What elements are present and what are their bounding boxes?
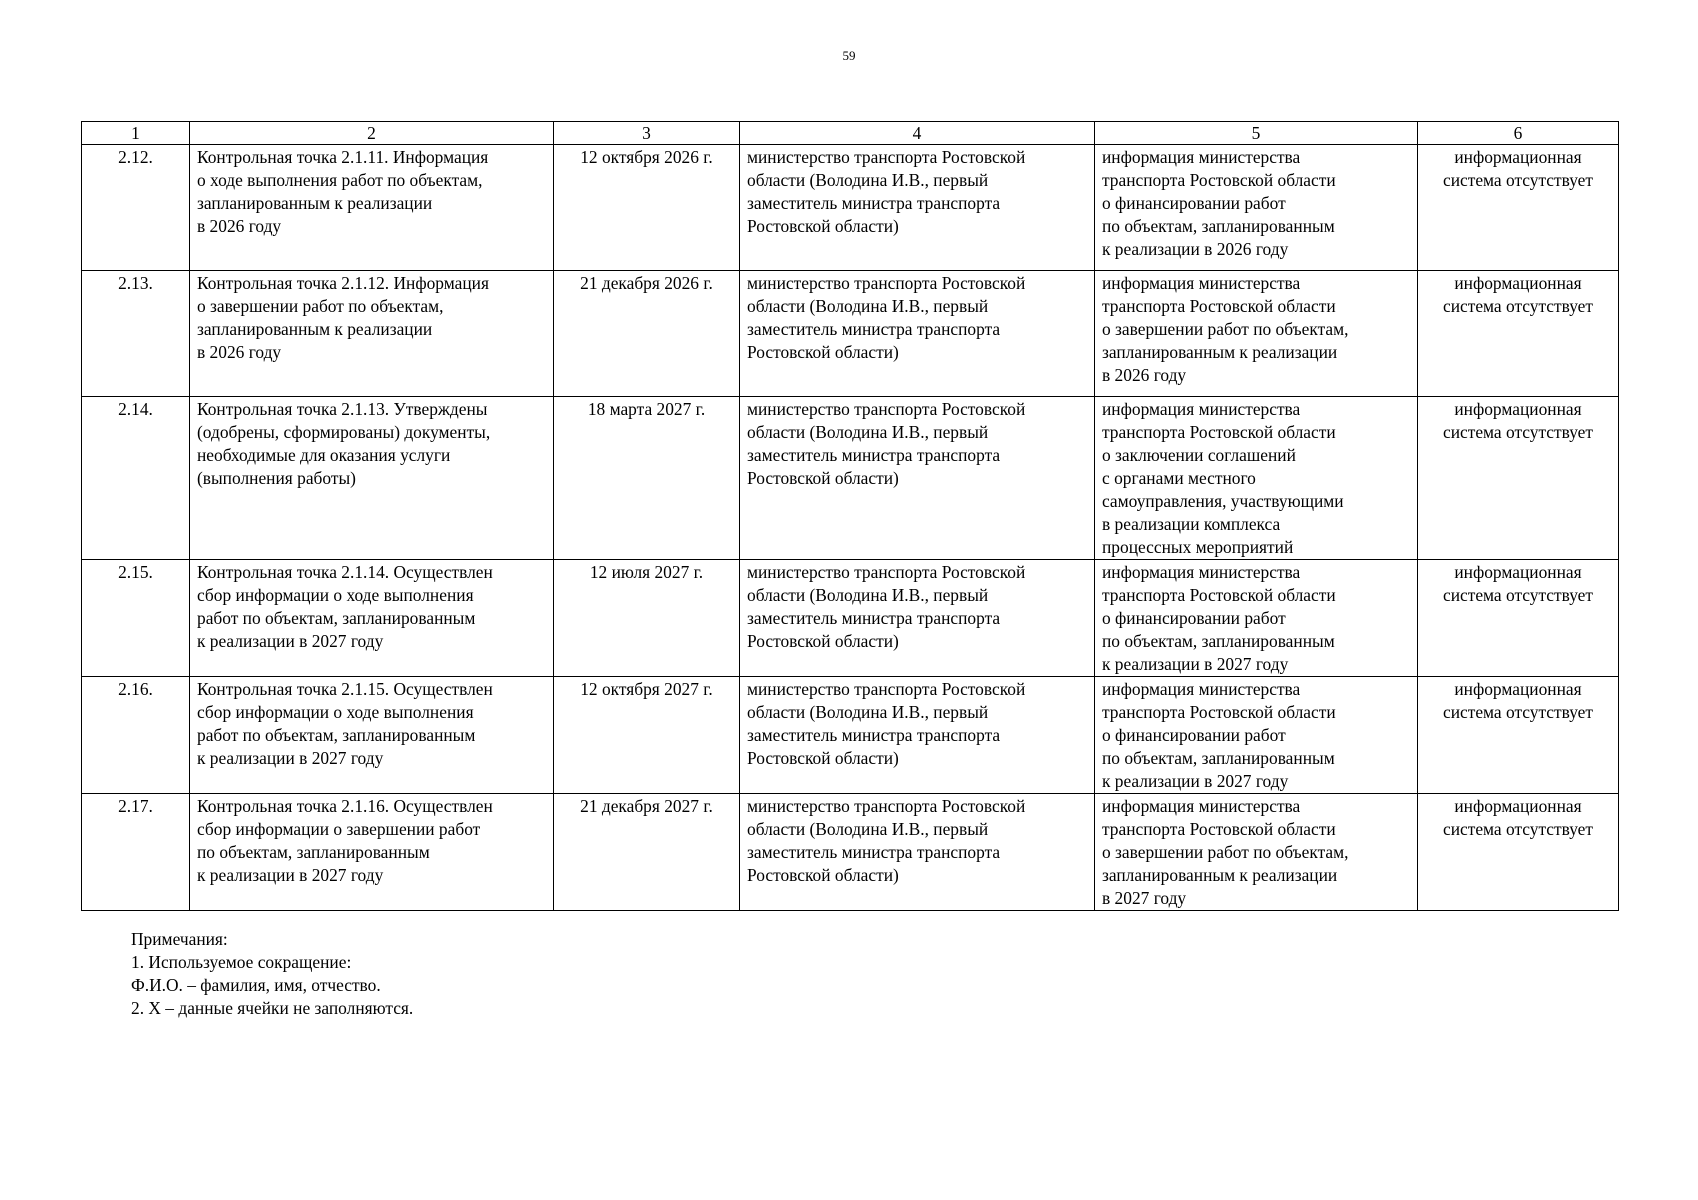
info-system-cell — [1418, 145, 1619, 271]
notes-line: 1. Используемое сокращение: — [131, 952, 352, 972]
responsible-text-line: министерство транспорта Ростовской — [747, 796, 1026, 816]
document-text-line: информация министерства — [1102, 399, 1301, 419]
responsible-cell — [740, 794, 1095, 911]
document-cell — [1095, 145, 1418, 271]
date-cell: 21 декабря 2027 г. — [554, 794, 740, 911]
responsible-text-line: Ростовской области) — [747, 865, 899, 885]
table-body — [82, 145, 1619, 911]
document-text-line: к реализации в 2027 году — [1102, 654, 1289, 674]
info-system-text-line: информационная — [1454, 147, 1582, 167]
control-point-cell — [190, 794, 554, 911]
document-text-line: о финансировании работ — [1102, 608, 1286, 628]
responsible-text-line: министерство транспорта Ростовской — [747, 562, 1026, 582]
responsible-text-line: Ростовской области) — [747, 468, 899, 488]
responsible-text-line: министерство транспорта Ростовской — [747, 399, 1026, 419]
document-text-line: транспорта Ростовской области — [1102, 422, 1336, 442]
responsible-cell — [740, 560, 1095, 677]
row-number-cell: 2.15. — [82, 560, 190, 677]
control-point-text-line: о завершении работ по объектам, — [197, 296, 444, 316]
date-cell: 21 декабря 2026 г. — [554, 271, 740, 397]
control-point-text-line: Контрольная точка 2.1.15. Осуществлен — [197, 679, 493, 699]
document-text-line: о завершении работ по объектам, — [1102, 319, 1349, 339]
info-system-cell — [1418, 271, 1619, 397]
control-point-text-line: работ по объектам, запланированным — [197, 608, 476, 628]
responsible-text-line: области (Володина И.В., первый — [747, 170, 989, 190]
control-point-text-line: в 2026 году — [197, 216, 282, 236]
document-text-line: в реализации комплекса — [1102, 514, 1281, 534]
control-point-cell — [190, 397, 554, 560]
info-system-text-line: система отсутствует — [1442, 819, 1593, 839]
document-text-line: запланированным к реализации — [1102, 865, 1338, 885]
responsible-text-line: министерство транспорта Ростовской — [747, 273, 1026, 293]
control-point-text-line: необходимые для оказания услуги — [197, 445, 451, 465]
control-point-cell — [190, 145, 554, 271]
notes-block — [131, 928, 413, 1020]
responsible-cell — [740, 145, 1095, 271]
document-text-line: к реализации в 2026 году — [1102, 239, 1289, 259]
notes-line: Ф.И.О. – фамилия, имя, отчество. — [131, 975, 381, 995]
control-point-cell — [190, 560, 554, 677]
responsible-text-line: министерство транспорта Ростовской — [747, 679, 1026, 699]
table-header-row — [82, 122, 1619, 145]
responsible-text-line: заместитель министра транспорта — [747, 842, 1001, 862]
document-text-line: запланированным к реализации — [1102, 342, 1338, 362]
row-number-cell: 2.12. — [82, 145, 190, 271]
responsible-text-line: Ростовской области) — [747, 342, 899, 362]
info-system-text-line: система отсутствует — [1442, 422, 1593, 442]
control-point-text-line: к реализации в 2027 году — [197, 865, 384, 885]
document-text-line: к реализации в 2027 году — [1102, 771, 1289, 791]
info-system-cell — [1418, 397, 1619, 560]
control-point-text-line: Контрольная точка 2.1.14. Осуществлен — [197, 562, 493, 582]
document-cell — [1095, 794, 1418, 911]
date-cell: 18 марта 2027 г. — [554, 397, 740, 560]
responsible-text-line: Ростовской области) — [747, 216, 899, 236]
document-text-line: по объектам, запланированным — [1102, 216, 1335, 236]
date-cell: 12 октября 2026 г. — [554, 145, 740, 271]
responsible-text-line: заместитель министра транспорта — [747, 608, 1001, 628]
document-text-line: в 2026 году — [1102, 365, 1187, 385]
column-header-2: 2 — [190, 122, 554, 145]
document-text-line: о заключении соглашений — [1102, 445, 1296, 465]
control-point-text-line: Контрольная точка 2.1.12. Информация — [197, 273, 489, 293]
info-system-cell — [1418, 677, 1619, 794]
info-system-text-line: система отсутствует — [1442, 170, 1593, 190]
column-header-4: 4 — [740, 122, 1095, 145]
notes-line: 2. Х – данные ячейки не заполняются. — [131, 998, 414, 1018]
document-text-line: с органами местного — [1102, 468, 1256, 488]
control-point-text-line: к реализации в 2027 году — [197, 748, 384, 768]
table-row — [82, 145, 1619, 271]
document-cell — [1095, 677, 1418, 794]
document-text-line: транспорта Ростовской области — [1102, 170, 1336, 190]
responsible-cell — [740, 271, 1095, 397]
table-row — [82, 271, 1619, 397]
document-text-line: информация министерства — [1102, 796, 1301, 816]
control-point-text-line: сбор информации о ходе выполнения — [197, 702, 474, 722]
document-text-line: о финансировании работ — [1102, 725, 1286, 745]
responsible-text-line: заместитель министра транспорта — [747, 445, 1001, 465]
document-text-line: транспорта Ростовской области — [1102, 702, 1336, 722]
document-text-line: процессных мероприятий — [1102, 537, 1294, 557]
control-point-text-line: сбор информации о ходе выполнения — [197, 585, 474, 605]
control-point-text-line: работ по объектам, запланированным — [197, 725, 476, 745]
document-text-line: по объектам, запланированным — [1102, 748, 1335, 768]
responsible-text-line: заместитель министра транспорта — [747, 193, 1001, 213]
control-point-text-line: к реализации в 2027 году — [197, 631, 384, 651]
column-header-6: 6 — [1418, 122, 1619, 145]
info-system-text-line: система отсутствует — [1442, 702, 1593, 722]
row-number-cell: 2.13. — [82, 271, 190, 397]
responsible-text-line: министерство транспорта Ростовской — [747, 147, 1026, 167]
document-text-line: о завершении работ по объектам, — [1102, 842, 1349, 862]
document-text-line: информация министерства — [1102, 679, 1301, 699]
info-system-cell — [1418, 560, 1619, 677]
responsible-text-line: области (Володина И.В., первый — [747, 585, 989, 605]
responsible-text-line: Ростовской области) — [747, 748, 899, 768]
info-system-text-line: информационная — [1454, 273, 1582, 293]
info-system-text-line: информационная — [1454, 679, 1582, 699]
document-text-line: информация министерства — [1102, 147, 1301, 167]
row-number-cell: 2.16. — [82, 677, 190, 794]
control-point-text-line: Контрольная точка 2.1.13. Утверждены — [197, 399, 488, 419]
document-text-line: транспорта Ростовской области — [1102, 296, 1336, 316]
document-text-line: транспорта Ростовской области — [1102, 585, 1336, 605]
responsible-text-line: области (Володина И.В., первый — [747, 422, 989, 442]
table-row — [82, 677, 1619, 794]
control-point-cell — [190, 677, 554, 794]
document-text-line: по объектам, запланированным — [1102, 631, 1335, 651]
document-text-line: транспорта Ростовской области — [1102, 819, 1336, 839]
info-system-text-line: система отсутствует — [1442, 296, 1593, 316]
date-cell: 12 октября 2027 г. — [554, 677, 740, 794]
responsible-text-line: области (Володина И.В., первый — [747, 702, 989, 722]
notes-title: Примечания: — [131, 929, 228, 949]
control-point-text-line: Контрольная точка 2.1.16. Осуществлен — [197, 796, 493, 816]
info-system-cell — [1418, 794, 1619, 911]
responsible-text-line: заместитель министра транспорта — [747, 319, 1001, 339]
responsible-cell — [740, 397, 1095, 560]
control-point-text-line: Контрольная точка 2.1.11. Информация — [197, 147, 489, 167]
column-header-5: 5 — [1095, 122, 1418, 145]
document-text-line: в 2027 году — [1102, 888, 1187, 908]
info-system-text-line: информационная — [1454, 796, 1582, 816]
control-point-text-line: сбор информации о завершении работ — [197, 819, 481, 839]
control-point-cell — [190, 271, 554, 397]
document-cell — [1095, 271, 1418, 397]
control-point-text-line: о ходе выполнения работ по объектам, — [197, 170, 483, 190]
page-number: 59 — [842, 48, 856, 63]
info-system-text-line: информационная — [1454, 399, 1582, 419]
document-text-line: о финансировании работ — [1102, 193, 1286, 213]
responsible-text-line: заместитель министра транспорта — [747, 725, 1001, 745]
control-point-text-line: запланированным к реализации — [197, 193, 433, 213]
responsible-cell — [740, 677, 1095, 794]
table-row — [82, 397, 1619, 560]
responsible-text-line: области (Володина И.В., первый — [747, 819, 989, 839]
responsible-text-line: области (Володина И.В., первый — [747, 296, 989, 316]
table-row — [82, 560, 1619, 677]
document-cell — [1095, 397, 1418, 560]
info-system-text-line: информационная — [1454, 562, 1582, 582]
document-cell — [1095, 560, 1418, 677]
document-text-line: информация министерства — [1102, 273, 1301, 293]
control-point-text-line: по объектам, запланированным — [197, 842, 430, 862]
table-row — [82, 794, 1619, 911]
control-point-text-line: (одобрены, сформированы) документы, — [197, 422, 491, 442]
document-text-line: информация министерства — [1102, 562, 1301, 582]
control-point-text-line: (выполнения работы) — [197, 468, 356, 488]
row-number-cell: 2.17. — [82, 794, 190, 911]
column-header-3: 3 — [554, 122, 740, 145]
control-point-text-line: в 2026 году — [197, 342, 282, 362]
document-text-line: самоуправления, участвующими — [1102, 491, 1344, 511]
column-header-1: 1 — [82, 122, 190, 145]
info-system-text-line: система отсутствует — [1442, 585, 1593, 605]
row-number-cell: 2.14. — [82, 397, 190, 560]
control-point-text-line: запланированным к реализации — [197, 319, 433, 339]
control-points-table — [81, 121, 1619, 911]
responsible-text-line: Ростовской области) — [747, 631, 899, 651]
date-cell: 12 июля 2027 г. — [554, 560, 740, 677]
